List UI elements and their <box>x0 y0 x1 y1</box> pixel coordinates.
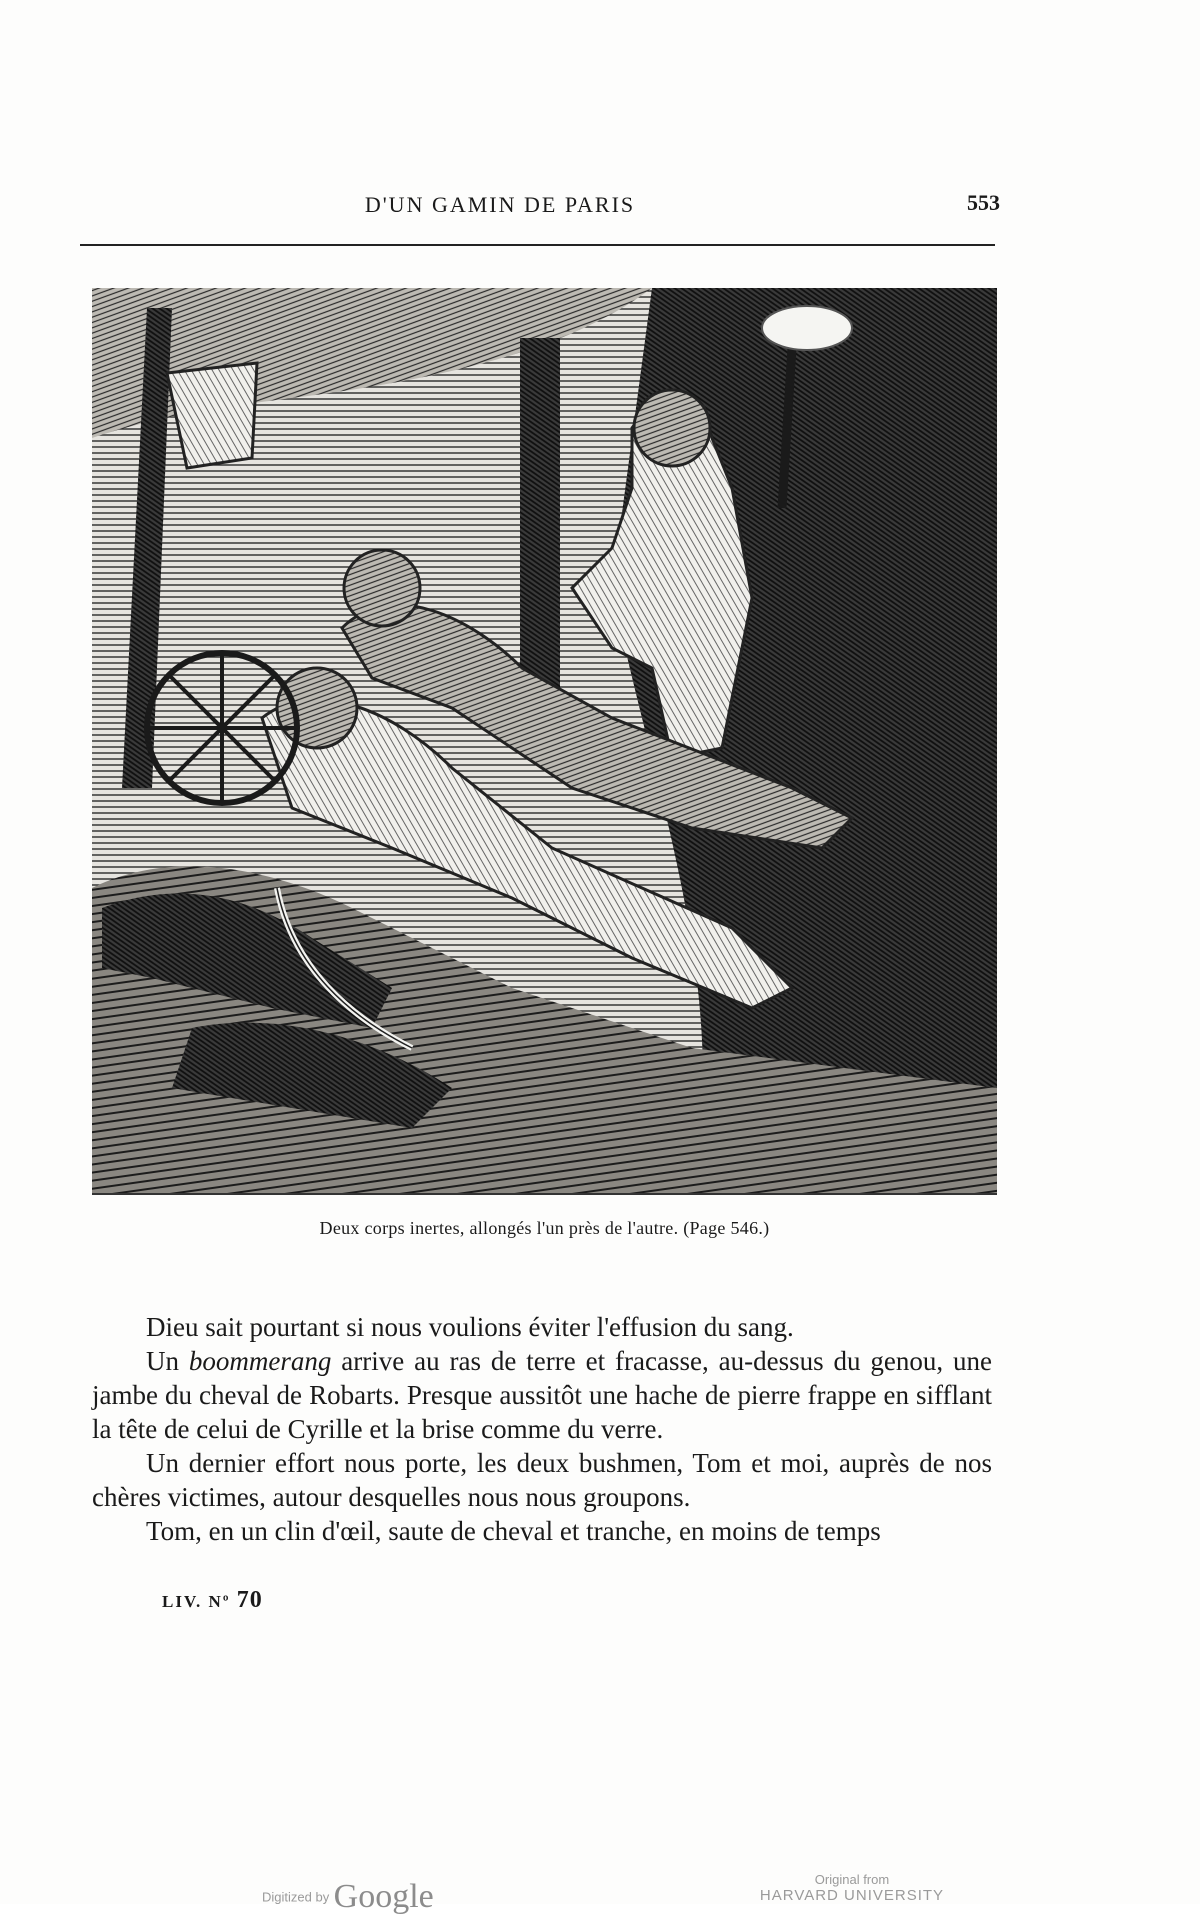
signature-label: LIV. Nº <box>162 1592 231 1611</box>
signature-mark <box>162 1587 263 1614</box>
paragraph-2-rest: arrive au ras de terre et fracasse, au-dessus du genou, une jambe du cheval de Robarts. Presque aussitôt une hache de pierre frappe en sifflant la tête de celui de Cyrille et la brise comme du verre. <box>92 1346 992 1444</box>
illustration-caption: Deux corps inertes, allongés l'un près de l'autre. (Page 546.) <box>319 1218 770 1238</box>
paragraph-2-italic: boommerang <box>188 1346 332 1376</box>
paragraph-4 <box>92 1514 992 1548</box>
original-from-watermark <box>752 1872 952 1904</box>
running-title: D'UN GAMIN DE PARIS <box>364 192 636 217</box>
running-head <box>80 190 1000 224</box>
signature-number: 70 <box>236 1587 263 1613</box>
paragraph-3 <box>92 1446 992 1514</box>
page-number: 553 <box>967 190 1000 215</box>
paragraph-2 <box>92 1344 992 1446</box>
google-wordmark: Google <box>333 1878 434 1915</box>
institution-name: HARVARD UNIVERSITY <box>759 1887 945 1904</box>
paragraph-3-text: Un dernier effort nous porte, les deux bushmen, Tom et moi, auprès de nos chères victimes, autour desquelles nous nous groupons. <box>92 1448 992 1512</box>
body-text <box>92 1310 992 1548</box>
paragraph-4-text: Tom, en un clin d'œil, saute de cheval et tranche, en moins de temps <box>146 1516 881 1546</box>
paragraph-1 <box>92 1310 992 1344</box>
digitized-by-label: Digitized by <box>262 1889 330 1905</box>
engraving-illustration-icon <box>92 288 997 1195</box>
paragraph-1-text: Dieu sait pourtant si nous voulions éviter l'effusion du sang. <box>146 1312 794 1342</box>
paragraph-2-lead: Un <box>146 1346 189 1376</box>
head-rule <box>80 244 995 246</box>
original-from-label: Original from <box>814 1872 890 1887</box>
